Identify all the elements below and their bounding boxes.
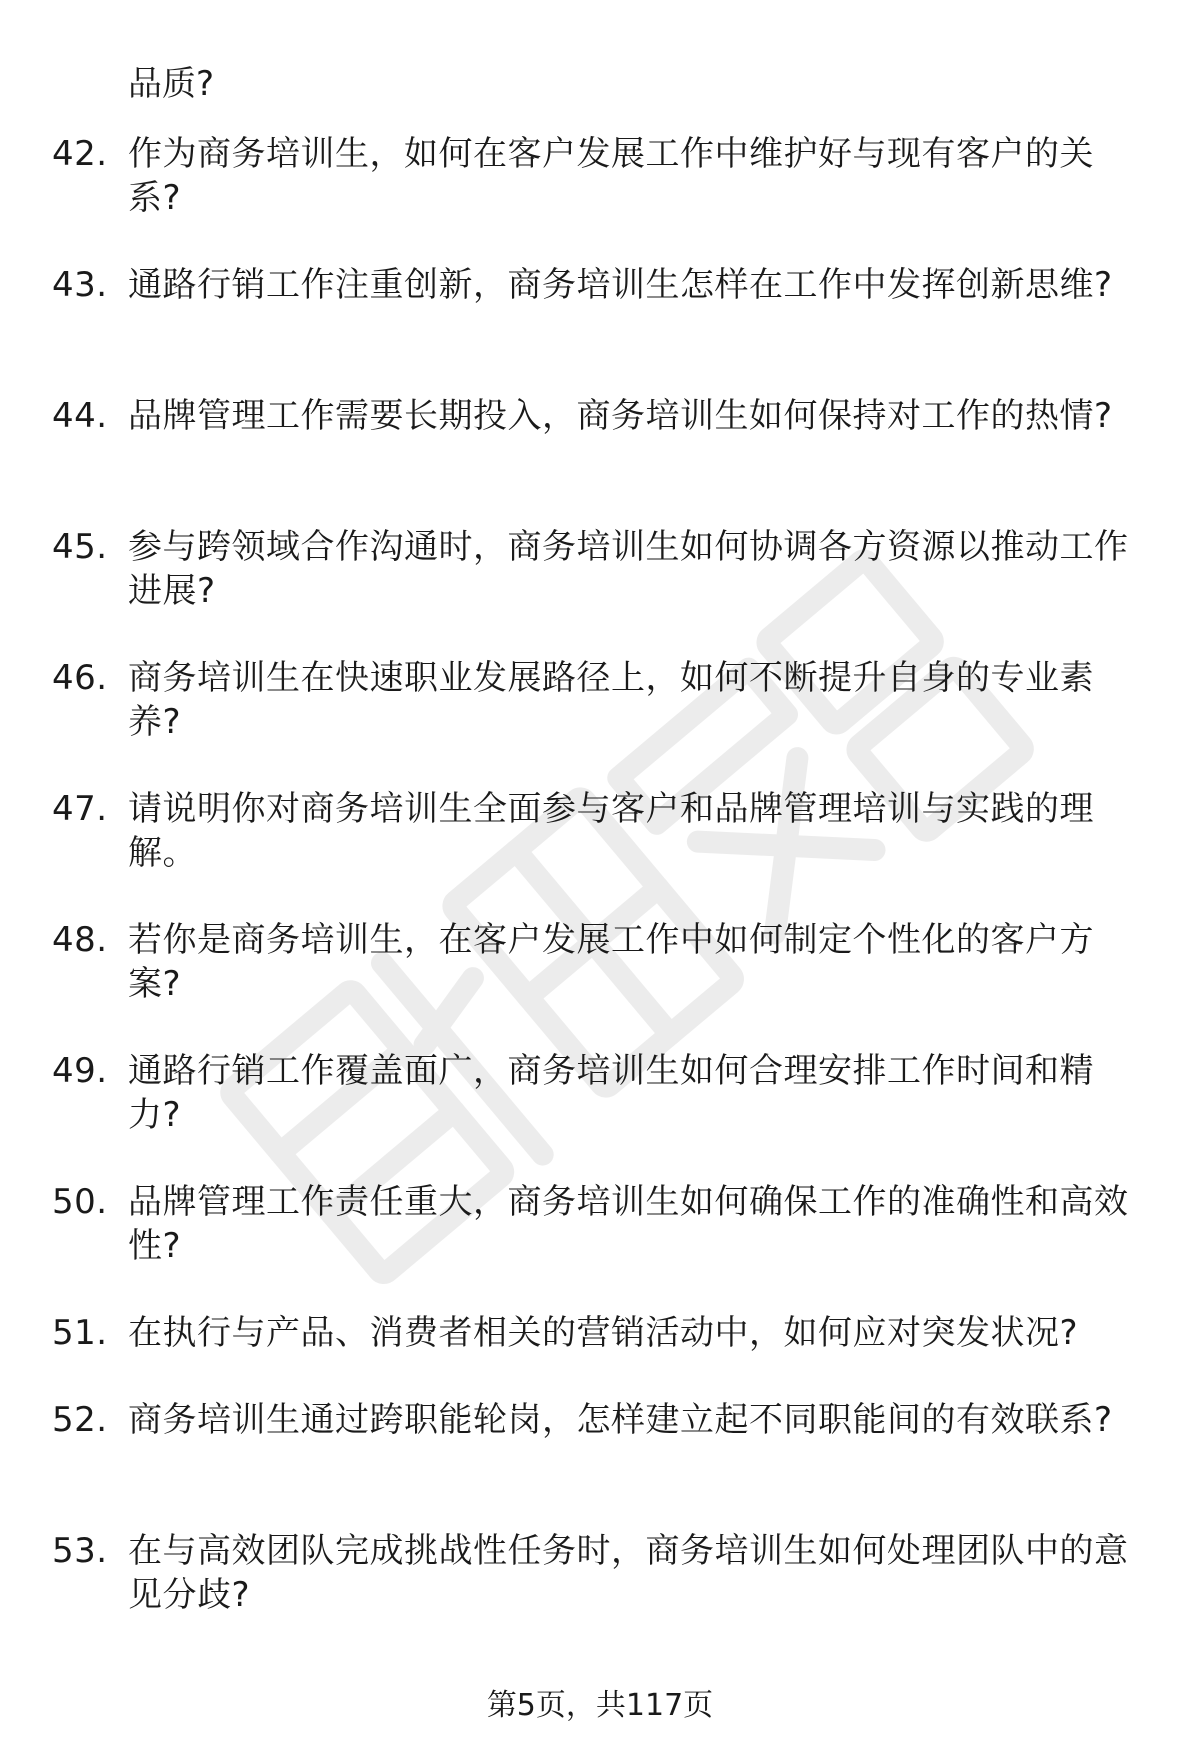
question-text: 在执行与产品、消费者相关的营销活动中，如何应对突发状况? (128, 1313, 1079, 1353)
question-number: 50. (52, 1182, 108, 1222)
question-text: 商务培训生在快速职业发展路径上，如何不断提升自身的专业素养? (128, 658, 1094, 742)
question-text: 请说明你对商务培训生全面参与客户和品牌管理培训与实践的理解。 (128, 789, 1094, 873)
list-item (0, 787, 1200, 918)
question-number: 52. (52, 1400, 108, 1440)
question-number: 53. (52, 1531, 108, 1571)
continuation-text: 品质? (128, 64, 215, 104)
question-number: 47. (52, 789, 108, 829)
list-item (0, 263, 1200, 394)
question-number: 45. (52, 527, 108, 567)
question-number: 49. (52, 1051, 108, 1091)
list-item (0, 1529, 1200, 1660)
list-item (0, 394, 1200, 525)
question-number: 46. (52, 658, 108, 698)
list-item (0, 1049, 1200, 1180)
question-text: 参与跨领域合作沟通时，商务培训生如何协调各方资源以推动工作进展? (128, 527, 1129, 611)
list-item (0, 656, 1200, 787)
list-item (0, 525, 1200, 656)
question-number: 44. (52, 396, 108, 436)
question-text: 通路行销工作注重创新，商务培训生怎样在工作中发挥创新思维? (128, 265, 1113, 305)
list-item (0, 918, 1200, 1049)
question-number: 42. (52, 134, 108, 174)
question-text: 品牌管理工作需要长期投入，商务培训生如何保持对工作的热情? (128, 396, 1113, 436)
question-text: 通路行销工作覆盖面广，商务培训生如何合理安排工作时间和精力? (128, 1051, 1094, 1135)
question-text: 品牌管理工作责任重大，商务培训生如何确保工作的准确性和高效性? (128, 1182, 1129, 1266)
question-number: 48. (52, 920, 108, 960)
question-number: 43. (52, 265, 108, 305)
page-footer: 第5页，共117页 (486, 1688, 714, 1723)
list-item (0, 1180, 1200, 1311)
list-item (0, 1311, 1200, 1398)
question-text: 作为商务培训生，如何在客户发展工作中维护好与现有客户的关系? (128, 134, 1094, 218)
question-text: 商务培训生通过跨职能轮岗，怎样建立起不同职能间的有效联系? (128, 1400, 1113, 1440)
question-text: 在与高效团队完成挑战性任务时，商务培训生如何处理团队中的意见分歧? (128, 1531, 1129, 1615)
question-list (0, 132, 1200, 1660)
list-item (0, 1398, 1200, 1529)
question-text: 若你是商务培训生，在客户发展工作中如何制定个性化的客户方案? (128, 920, 1094, 1004)
question-number: 51. (52, 1313, 108, 1353)
list-item (0, 132, 1200, 263)
